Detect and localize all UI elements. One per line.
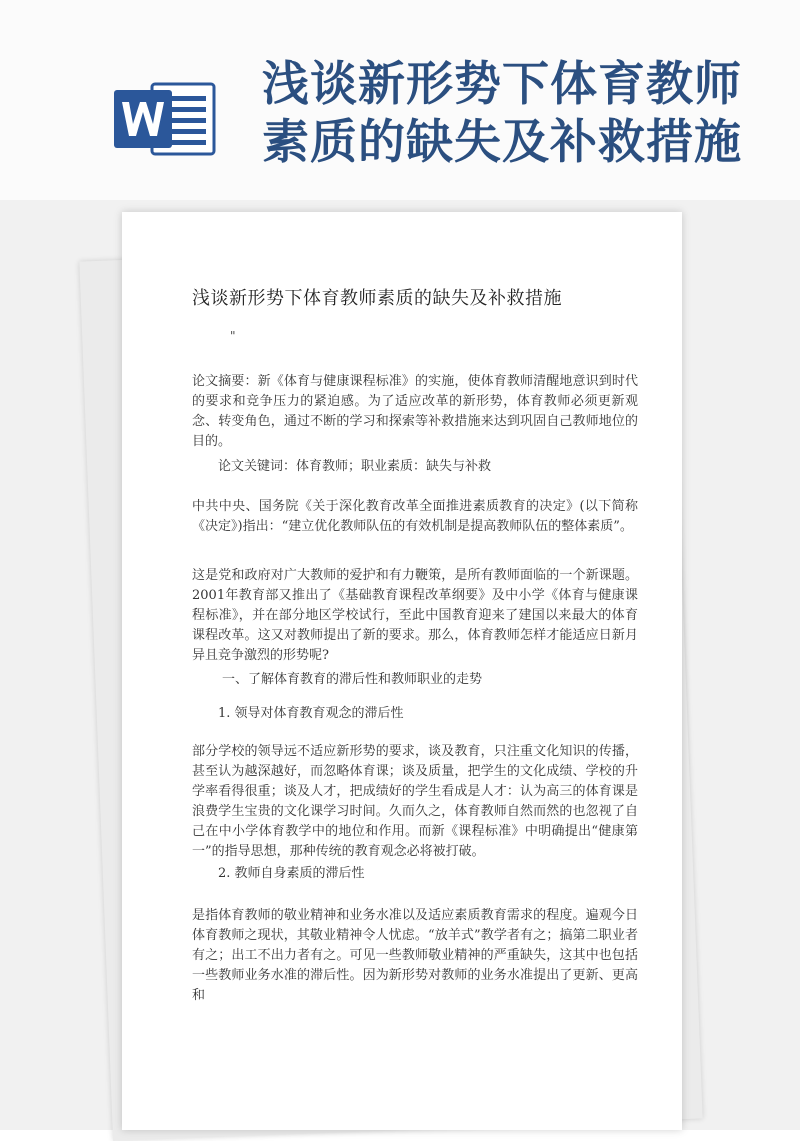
- paragraph: 是指体育教师的敬业精神和业务水准以及适应素质教育需求的程度。遍观今日体育教师之现状，其敬业精神令人忧虑。“放羊式”教学者有之；搞第二职业者有之；出工不出力者有之。可见一些教师敬业精神的严重缺失，这其中也包括一些教师业务水准的滞后性。因为新形势对教师的业务水准提出了更新、更高和: [192, 908, 638, 1003]
- subsection-heading: 1. 领导对体育教育观念的滞后性: [218, 706, 404, 721]
- keywords-paragraph: 论文关键词：体育教师；职业素质：缺失与补救: [218, 459, 492, 474]
- abstract-paragraph: 论文摘要：新《体育与健康课程标准》的实施，使体育教师清醒地意识到时代的要求和竞争压力的紧迫感。为了适应改革的新形势，体育教师必须更新观念、转变角色，通过不断的学习和探索等补救措施来达到巩固自己教师地位的目的。: [192, 374, 638, 449]
- paragraph: 部分学校的领导远不适应新形势的要求，谈及教育，只注重文化知识的传播，甚至认为越深越好，而忽略体育课；谈及质量，把学生的文化成绩、学校的升学率看得很重；谈及人才，把成绩好的学生看成是人才：认为高三的体育课是浪费学生宝贵的文化课学习时间。久而久之，体育教师自然而然的也忽视了自己在中小学体育教学中的地位和作用。而新《课程标准》中明确提出“健康第一”的指导思想，那种传统的教育观念必将被打破。: [192, 744, 638, 859]
- quote-mark: ": [230, 329, 236, 343]
- paragraph: 中共中央、国务院《关于深化教育改革全面推进素质教育的决定》(以下简称《决定》)指出：“建立优化教师队伍的有效机制是提高教师队伍的整体素质”。: [192, 499, 638, 534]
- header-banner: [0, 0, 800, 200]
- document-title: 浅谈新形势下体育教师素质的缺失及补救措施: [192, 288, 562, 309]
- section-heading: 一、了解体育教育的滞后性和教师职业的走势: [222, 672, 483, 687]
- header-title: 浅谈新形势下体育教师 素质的缺失及补救措施: [262, 57, 742, 170]
- paragraph: 这是党和政府对广大教师的爱护和有力鞭策，是所有教师面临的一个新课题。2001年教育部又推出了《基础教育课程改革纲要》及中小学《体育与健康课程标准》，并在部分地区学校试行，至此中国教育迎来了建国以来最大的体育课程改革。这又对教师提出了新的要求。那么，体育教师怎样才能适应日新月异且竞争激烈的形势呢?: [192, 568, 638, 663]
- document-page: [122, 212, 682, 1130]
- subsection-heading: 2. 教师自身素质的滞后性: [218, 866, 365, 881]
- word-document-icon: [112, 80, 218, 158]
